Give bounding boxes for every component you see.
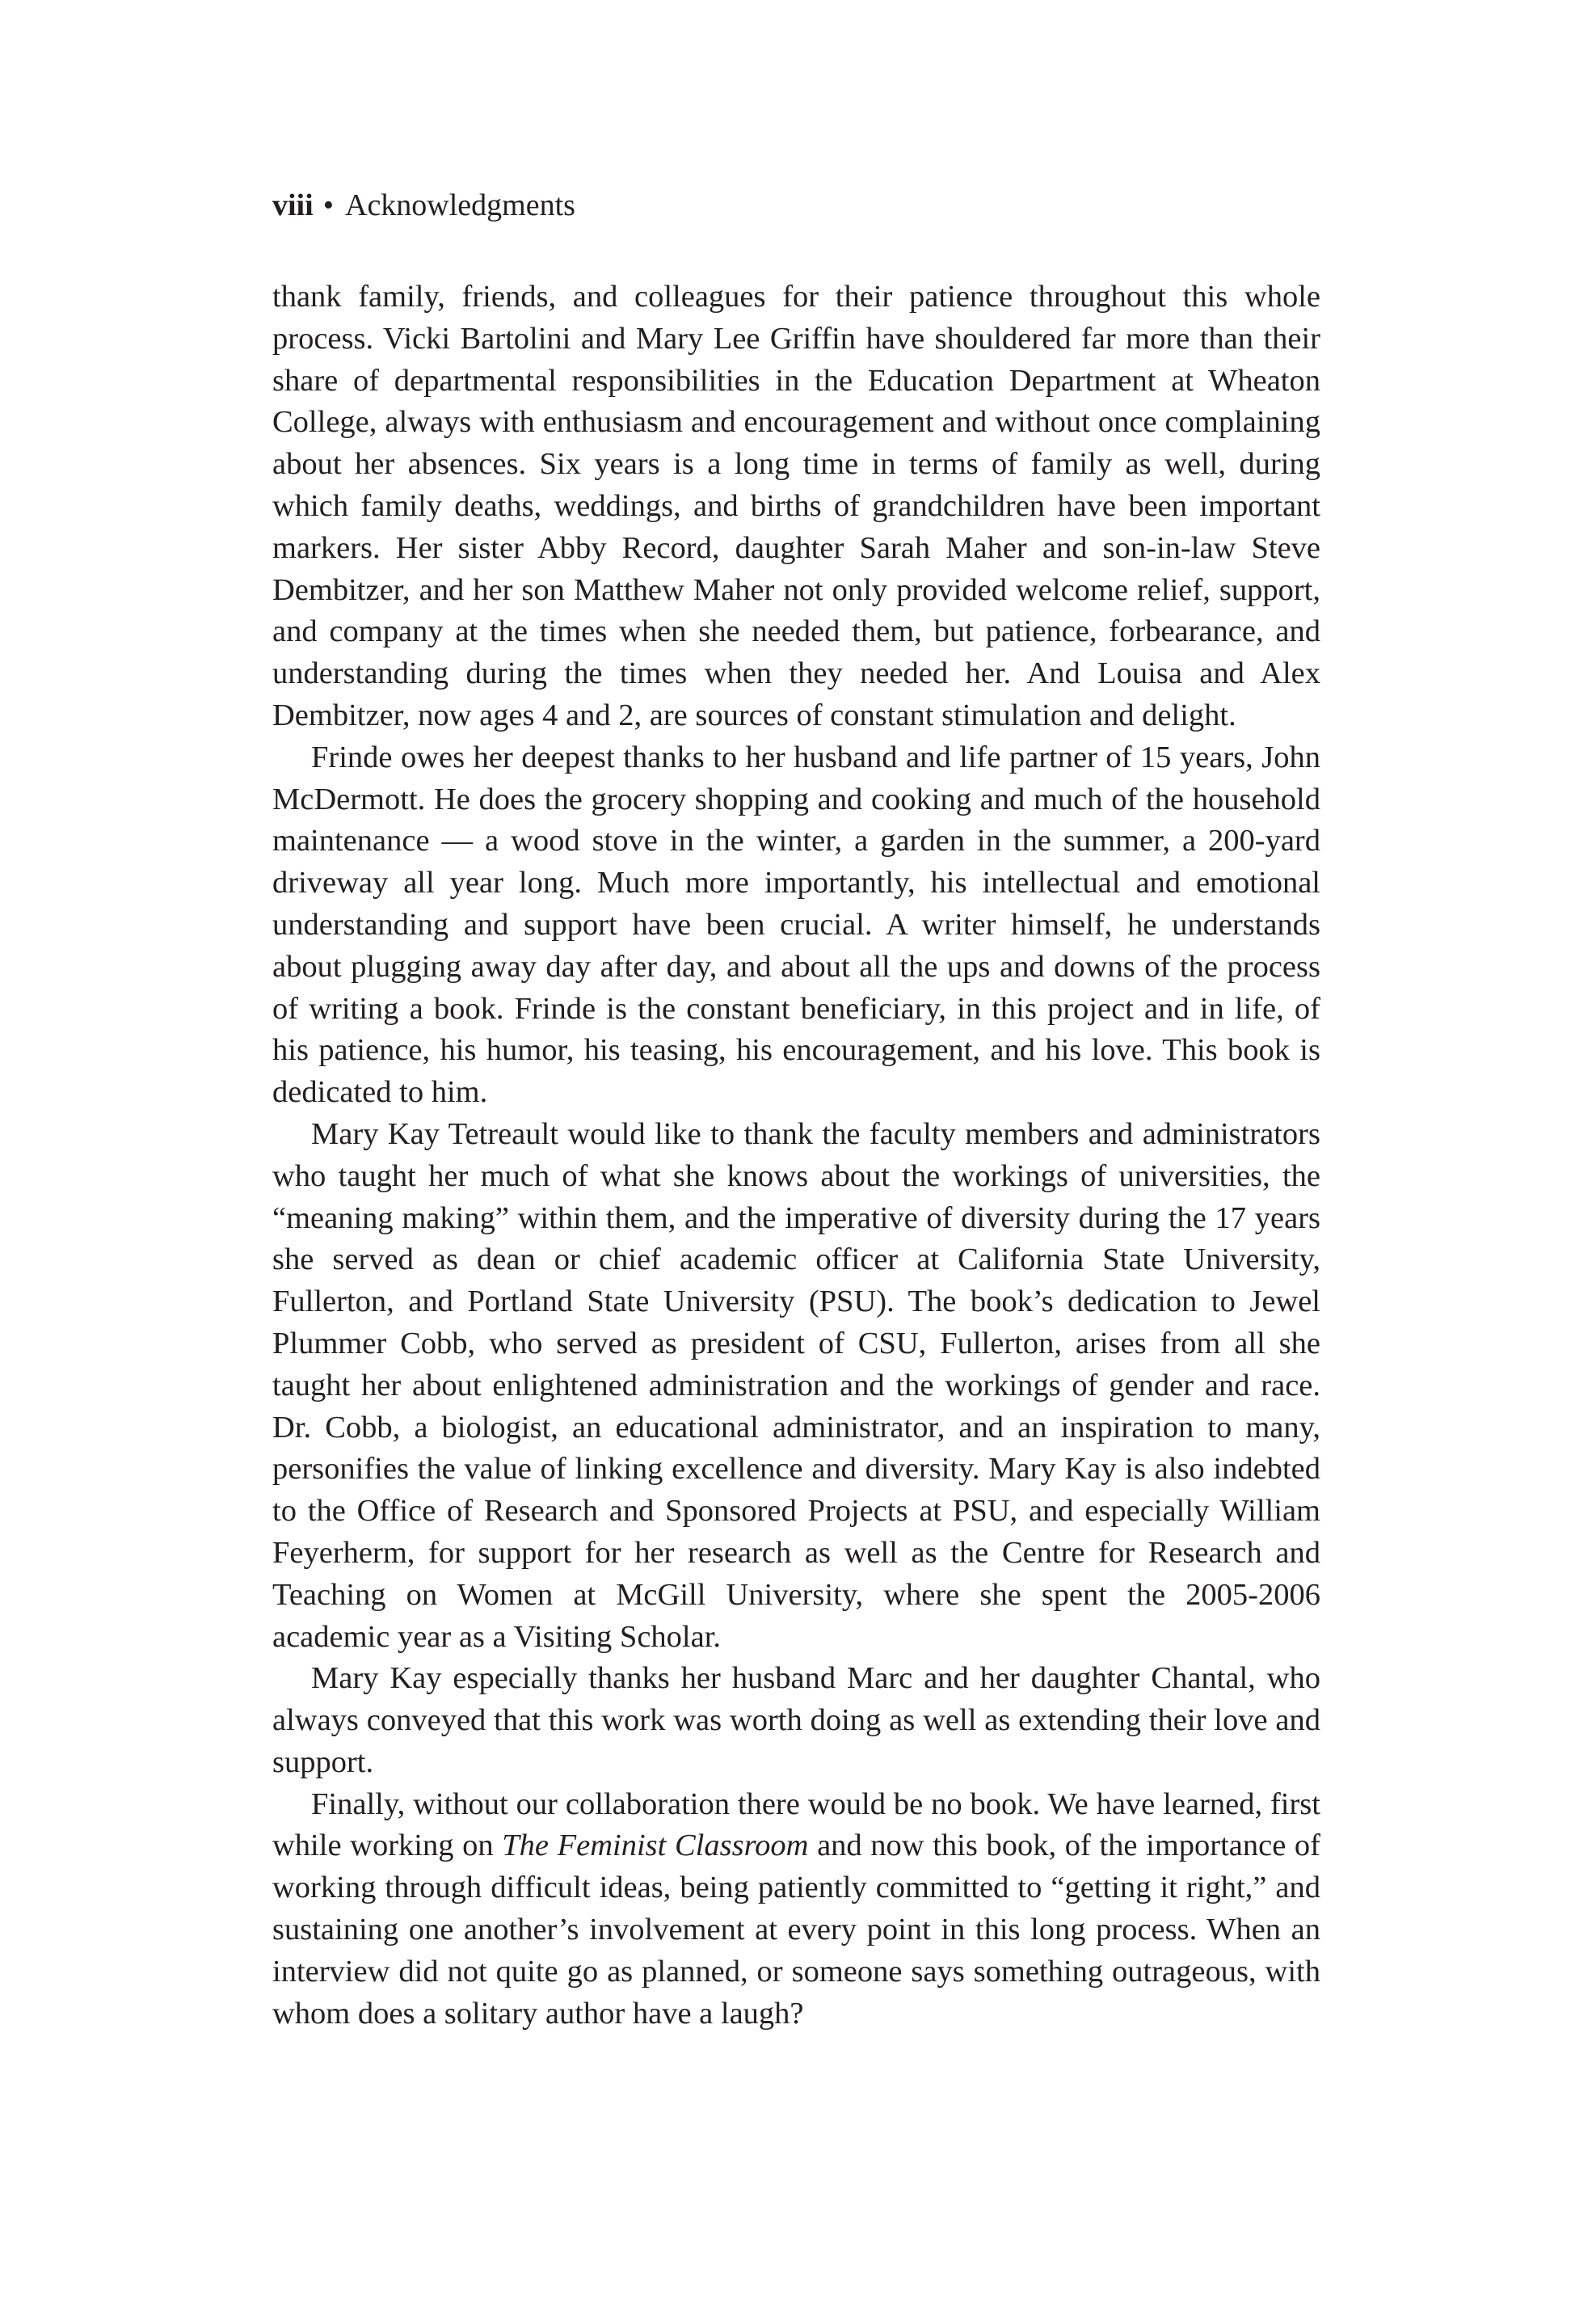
paragraph-5-end: and now this book, of the importance of working through difficult ideas, being patiently committed to “getting it right,” and sustaining one another’s involvement at every point in this long process. When an interview did not quite go as planned, or someone says something outrageous, with whom does a solitary author have a laugh? bbox=[272, 1828, 1320, 2031]
paragraph-1: thank family, friends, and colleagues for their patience throughout this whole process. Vicki Bartolini and Mary Lee Griffin have shouldered far more than their share of departmental responsibilities in the Education Department at Wheaton College, always with enthusiasm and encouragement and without once complaining about her absences. Six years is a long time in terms of family as well, during which family deaths, weddings, and births of grandchildren have been important markers. Her sister Abby Record, daughter Sarah Maher and son-in-law Steve Dembitzer, and her son Matthew Maher not only provided welcome relief, support, and company at the times when she needed them, but patience, forbearance, and understanding during the times when they needed her. And Louisa and Alex Dembitzer, now ages 4 and 2, are sources of constant stimulation and delight. bbox=[272, 280, 1320, 732]
section-title: Acknowledgments bbox=[345, 188, 575, 222]
body-text bbox=[272, 276, 1320, 2035]
paragraph-3: Mary Kay Tetreault would like to thank the faculty members and administrators who taught her much of what she knows about the workings of universities, the “meaning making” within them, and the imperative of diversity during the 17 years she served as dean or chief academic officer at California State University, Fullerton, and Portland State University (PSU). The book’s dedication to Jewel Plummer Cobb, who served as president of CSU, Fullerton, arises from all she taught her about enlightened administration and the workings of gender and race. Dr. Cobb, a biologist, an educational administrator, and an inspiration to many, personifies the value of linking excellence and diversity. Mary Kay is also indebted to the Office of Research and Sponsored Projects at PSU, and especially William Feyerherm, for support for her research as well as the Centre for Research and Teaching on Women at McGill University, where she spent the 2005-2006 academic year as a Visiting Scholar. bbox=[272, 1116, 1320, 1654]
running-head bbox=[272, 184, 575, 226]
bullet-separator: • bbox=[322, 188, 334, 222]
paragraph-2: Frinde owes her deepest thanks to her husband and life partner of 15 years, John McDermott. He does the grocery shopping and cooking and much of the household maintenance — a wood stove in the winter, a garden in the summer, a 200-yard driveway all year long. Much more importantly, his intellectual and emotional understanding and support have been crucial. A writer himself, he understands about plugging away day after day, and about all the ups and downs of the process of writing a book. Frinde is the constant beneficiary, in this project and in life, of his patience, his humor, his teasing, his encouragement, and his love. This book is dedicated to him. bbox=[272, 740, 1320, 1110]
paragraph-5 bbox=[272, 1784, 1320, 2035]
book-title: The Feminist Classroom bbox=[502, 1828, 809, 1863]
paragraph-4: Mary Kay especially thanks her husband Marc and her daughter Chantal, who always conveyed that this work was worth doing as well as extending their love and support. bbox=[272, 1661, 1320, 1779]
paragraph-5-start: Finally, without our collaboration there would be no book. We have learned, first while working on bbox=[272, 1786, 1320, 1863]
page-number: viii bbox=[272, 188, 314, 222]
